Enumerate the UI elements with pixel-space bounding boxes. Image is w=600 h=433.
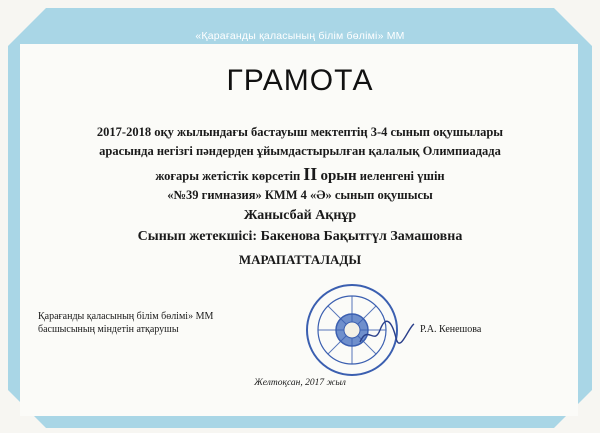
body-line-3-start: жоғары жетістік көрсетіп xyxy=(155,169,301,183)
body-line-3-end: иеленгені үшін xyxy=(359,169,445,183)
signatory-block xyxy=(38,310,278,336)
issue-date: Желтоқсан, 2017 жыл xyxy=(254,378,346,388)
body-line-2: арасында негізгі пәндерден ұйымдастырылған қалалық Олимпиадада xyxy=(99,144,501,158)
body-line-3 xyxy=(30,164,570,186)
school-line: «№39 гимназия» КММ 4 «Ә» сынып оқушысы xyxy=(167,188,433,202)
body-line-1: 2017-2018 оқу жылындағы бастауыш мектептің 3-4 сынып оқушылары xyxy=(96,125,504,139)
place-word: орын xyxy=(320,168,357,184)
signatory-line-2: басшысының міндетін атқарушы xyxy=(38,324,179,335)
student-name: Жанысбай Ақнұр xyxy=(243,208,357,223)
issuer-header: «Қарағанды қаласының білім бөлімі» ММ xyxy=(195,30,405,42)
signatory-line-1: Қарағанды қаласының білім бөлімі» ММ xyxy=(38,311,214,322)
place-number: II xyxy=(303,164,318,184)
teacher-line xyxy=(30,227,570,247)
teacher-name: Бакенова Бақытгүл Замашовна xyxy=(260,229,463,244)
signer-name: Р.А. Кенешова xyxy=(420,324,482,335)
signature-icon xyxy=(356,318,416,348)
teacher-label: Сынып жетекшісі: xyxy=(137,229,258,244)
certificate-title: ГРАМОТА xyxy=(226,64,374,97)
award-line: МАРАПАТТАЛАДЫ xyxy=(238,252,362,267)
